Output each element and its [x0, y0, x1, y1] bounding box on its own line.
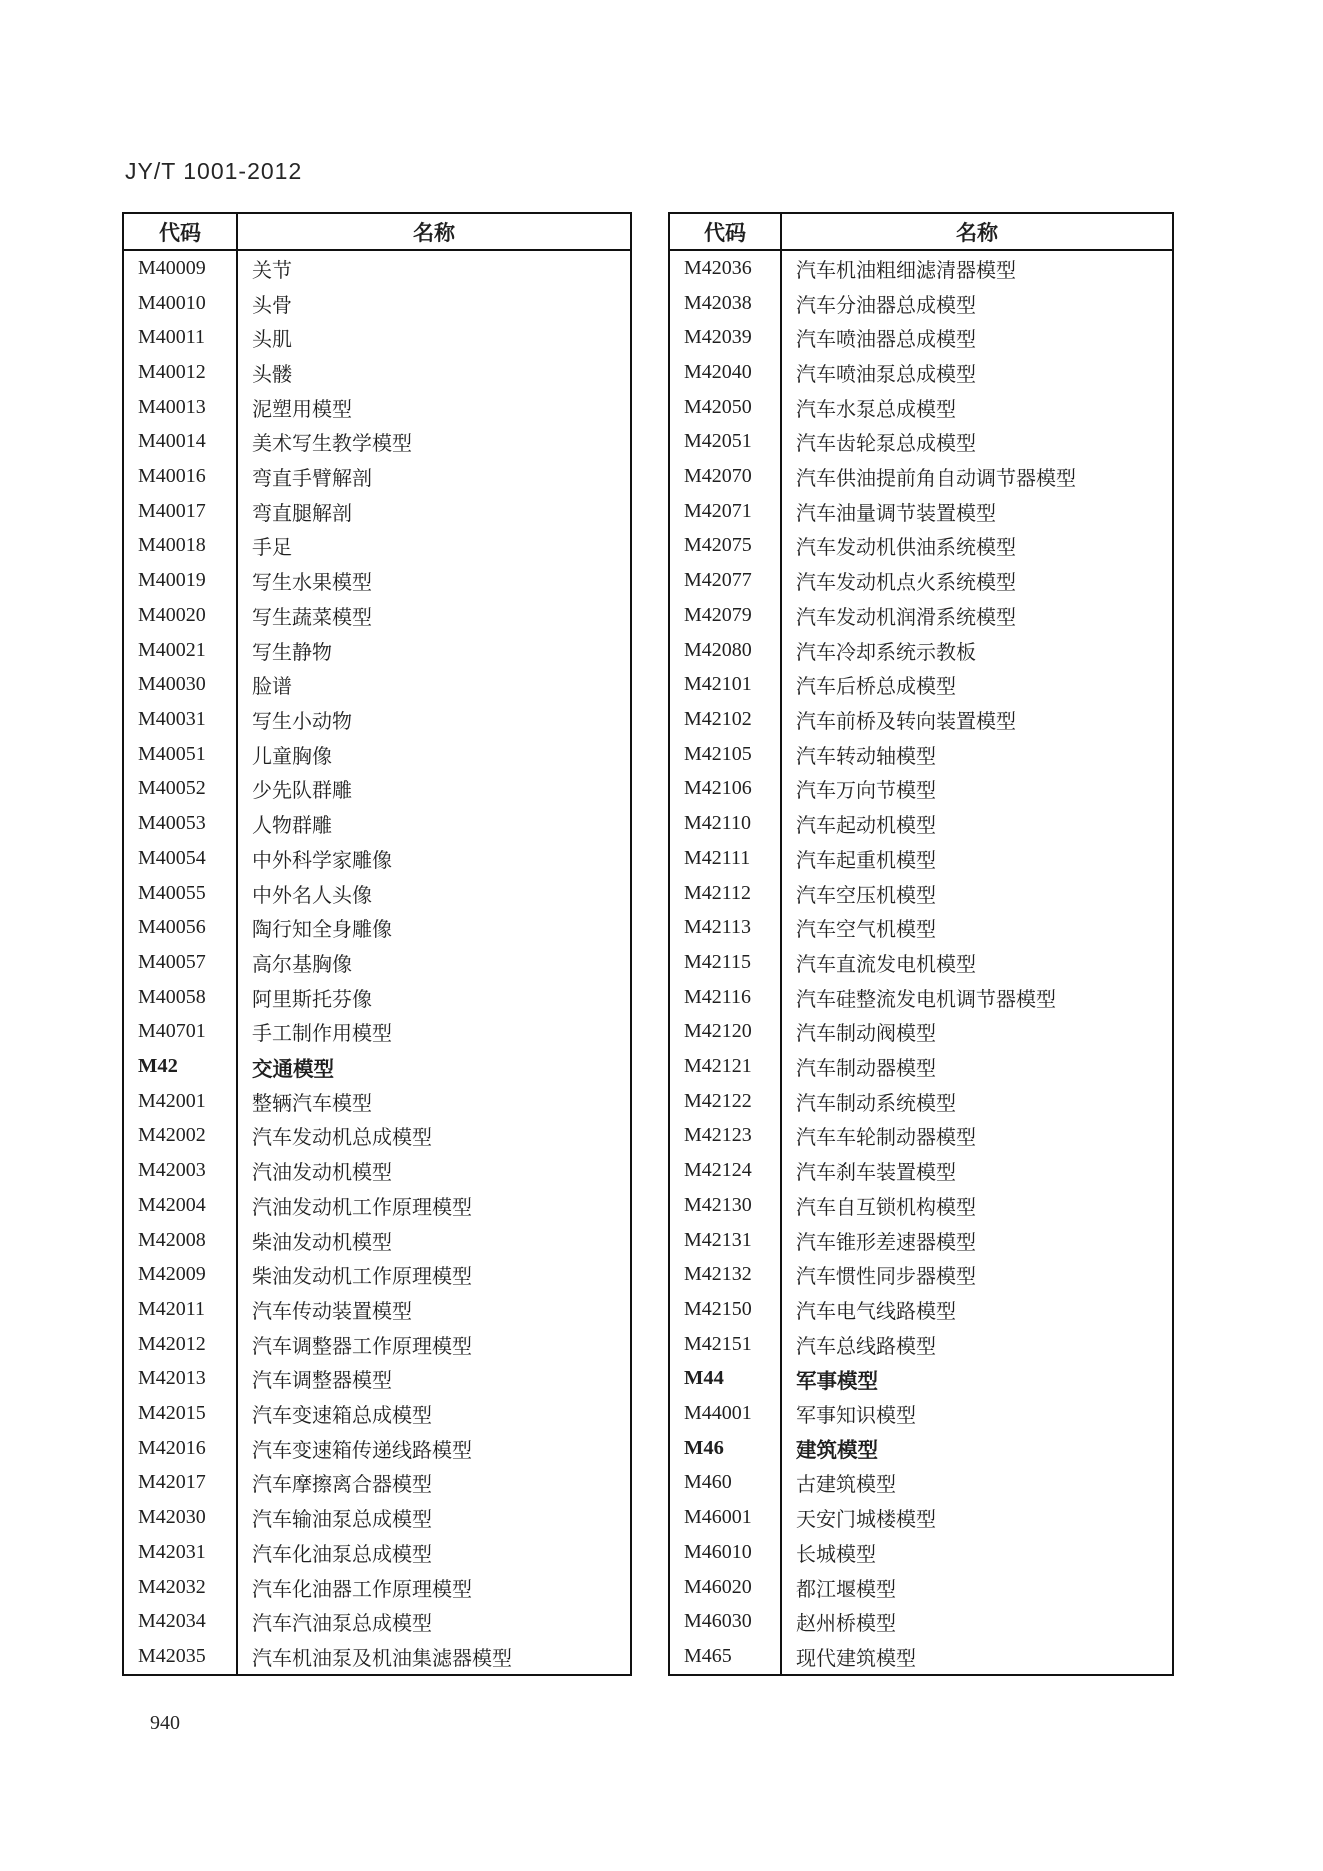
name-cell: 汽车转动轴模型: [796, 745, 936, 768]
name-cell: 汽车油量调节装置模型: [796, 502, 996, 525]
code-cell: M40016: [124, 459, 238, 494]
name-cell: 弯直手臂解剖: [252, 468, 372, 491]
table-row: [670, 1014, 1172, 1049]
table-row: [124, 1639, 630, 1674]
code-cell: M46020: [670, 1570, 782, 1605]
table-row: [670, 598, 1172, 633]
code-cell: M42008: [124, 1223, 238, 1258]
code-cell: M44001: [670, 1396, 782, 1431]
name-cell: 弯直腿解剖: [252, 502, 352, 525]
name-cell: 汽车后桥总成模型: [796, 676, 956, 699]
code-cell: M40057: [124, 945, 238, 980]
name-cell: 汽车万向节模型: [796, 780, 936, 803]
table-row: [670, 251, 1172, 286]
name-cell: 头骨: [252, 294, 292, 317]
table-row: [124, 1188, 630, 1223]
table-row: [670, 286, 1172, 321]
name-cell: 汽车输油泵总成模型: [252, 1509, 432, 1532]
code-cell: M42116: [670, 980, 782, 1015]
name-cell: 汽车汽油泵总成模型: [252, 1613, 432, 1636]
code-cell: M42112: [670, 876, 782, 911]
code-cell: M42036: [670, 251, 782, 286]
table-row: [124, 529, 630, 564]
name-cell: 汽车前桥及转向装置模型: [796, 710, 1016, 733]
code-cell: M40017: [124, 494, 238, 529]
code-cell: M40055: [124, 876, 238, 911]
name-cell: 汽车总线路模型: [796, 1335, 936, 1358]
table-row: [670, 1327, 1172, 1362]
table-row: [124, 1362, 630, 1397]
code-cell: M42034: [124, 1604, 238, 1639]
code-cell: M40013: [124, 390, 238, 425]
code-cell: M40014: [124, 425, 238, 460]
name-cell: 汽车调整器工作原理模型: [252, 1335, 472, 1358]
table-row: [670, 945, 1172, 980]
table-row: [670, 633, 1172, 668]
name-cell: 汽车化油器工作原理模型: [252, 1578, 472, 1601]
code-cell: M42106: [670, 772, 782, 807]
table-row: [124, 841, 630, 876]
table-row: [670, 1431, 1172, 1466]
code-cell: M40019: [124, 563, 238, 598]
code-cell: M40021: [124, 633, 238, 668]
table-row: [670, 806, 1172, 841]
name-cell: 汽车冷却系统示教板: [796, 641, 976, 664]
code-cell: M46030: [670, 1604, 782, 1639]
column-header-code: 代码: [124, 214, 238, 249]
code-cell: M42151: [670, 1327, 782, 1362]
code-cell: M42015: [124, 1396, 238, 1431]
table-row: [124, 1535, 630, 1570]
code-cell: M42032: [124, 1570, 238, 1605]
table-row: [670, 1535, 1172, 1570]
table-row: [124, 980, 630, 1015]
code-cell: M42016: [124, 1431, 238, 1466]
table-row: [124, 286, 630, 321]
code-cell: M42003: [124, 1153, 238, 1188]
name-cell: 陶行知全身雕像: [252, 919, 392, 942]
table-row: [124, 1119, 630, 1154]
name-cell: 汽车车轮制动器模型: [796, 1127, 976, 1150]
name-cell: 汽车起重机模型: [796, 849, 936, 872]
name-cell: 柴油发动机工作原理模型: [252, 1266, 472, 1289]
name-cell: 汽车硅整流发电机调节器模型: [796, 988, 1056, 1011]
name-cell: 汽车起动机模型: [796, 815, 936, 838]
code-cell: M42113: [670, 910, 782, 945]
table-row: [124, 598, 630, 633]
name-cell: 汽车发动机总成模型: [252, 1127, 432, 1150]
code-table-right: [668, 212, 1174, 1676]
code-cell: M42031: [124, 1535, 238, 1570]
table-header-row: [124, 214, 630, 251]
name-cell: 美术写生教学模型: [252, 433, 412, 456]
code-cell: M42111: [670, 841, 782, 876]
code-cell: M42004: [124, 1188, 238, 1223]
name-cell: 汽车机油泵及机油集滤器模型: [252, 1647, 512, 1670]
code-cell: M46001: [670, 1500, 782, 1535]
code-cell: M42035: [124, 1639, 238, 1674]
table-row: [670, 1292, 1172, 1327]
code-cell: M42075: [670, 529, 782, 564]
code-cell: M40054: [124, 841, 238, 876]
name-cell: 汽车水泵总成模型: [796, 398, 956, 421]
table-row: [670, 425, 1172, 460]
name-cell: 汽车发动机润滑系统模型: [796, 606, 1016, 629]
table-row: [670, 1500, 1172, 1535]
name-cell: 汽车制动阀模型: [796, 1023, 936, 1046]
table-row: [124, 876, 630, 911]
table-row: [124, 1327, 630, 1362]
name-cell: 整辆汽车模型: [252, 1092, 372, 1115]
name-cell: 手足: [252, 537, 292, 560]
code-cell: M42011: [124, 1292, 238, 1327]
table-row: [670, 1604, 1172, 1639]
table-row: [124, 737, 630, 772]
code-cell: M42038: [670, 286, 782, 321]
name-cell: 中外科学家雕像: [252, 849, 392, 872]
code-cell: M40031: [124, 702, 238, 737]
code-cell: M40053: [124, 806, 238, 841]
table-row: [124, 320, 630, 355]
table-row: [124, 702, 630, 737]
name-cell: 交通模型: [252, 1058, 334, 1081]
name-cell: 军事模型: [796, 1370, 878, 1393]
code-cell: M42150: [670, 1292, 782, 1327]
table-row: [670, 1257, 1172, 1292]
code-cell: M42077: [670, 563, 782, 598]
table-row: [670, 1396, 1172, 1431]
code-cell: M46: [670, 1431, 782, 1466]
code-cell: M40052: [124, 772, 238, 807]
name-cell: 泥塑用模型: [252, 398, 352, 421]
code-cell: M42105: [670, 737, 782, 772]
code-cell: M42017: [124, 1466, 238, 1501]
code-cell: M42009: [124, 1257, 238, 1292]
table-row: [670, 980, 1172, 1015]
code-cell: M42080: [670, 633, 782, 668]
name-cell: 写生蔬菜模型: [252, 606, 372, 629]
code-cell: M42050: [670, 390, 782, 425]
name-cell: 现代建筑模型: [796, 1647, 916, 1670]
name-cell: 长城模型: [796, 1543, 876, 1566]
code-cell: M40701: [124, 1014, 238, 1049]
table-row: [124, 772, 630, 807]
table-row: [124, 806, 630, 841]
table-row: [670, 1153, 1172, 1188]
table-row: [670, 494, 1172, 529]
table-row: [124, 667, 630, 702]
name-cell: 写生小动物: [252, 710, 352, 733]
name-cell: 汽车喷油器总成模型: [796, 329, 976, 352]
name-cell: 汽车化油泵总成模型: [252, 1543, 432, 1566]
table-row: [124, 1153, 630, 1188]
table-row: [670, 390, 1172, 425]
name-cell: 汽车空压机模型: [796, 884, 936, 907]
table-row: [124, 1049, 630, 1084]
table-row: [670, 1049, 1172, 1084]
code-cell: M40058: [124, 980, 238, 1015]
code-cell: M40051: [124, 737, 238, 772]
code-cell: M42132: [670, 1257, 782, 1292]
name-cell: 少先队群雕: [252, 780, 352, 803]
table-row: [670, 1084, 1172, 1119]
name-cell: 汽车刹车装置模型: [796, 1162, 956, 1185]
table-row: [670, 702, 1172, 737]
name-cell: 天安门城楼模型: [796, 1509, 936, 1532]
name-cell: 古建筑模型: [796, 1474, 896, 1497]
code-cell: M42051: [670, 425, 782, 460]
name-cell: 军事知识模型: [796, 1405, 916, 1428]
table-row: [124, 459, 630, 494]
table-row: [124, 1292, 630, 1327]
code-cell: M42071: [670, 494, 782, 529]
name-cell: 中外名人头像: [252, 884, 372, 907]
table-row: [670, 737, 1172, 772]
code-cell: M42102: [670, 702, 782, 737]
code-cell: M42123: [670, 1119, 782, 1154]
code-cell: M40018: [124, 529, 238, 564]
table-row: [670, 841, 1172, 876]
code-cell: M40020: [124, 598, 238, 633]
code-cell: M42115: [670, 945, 782, 980]
code-cell: M42131: [670, 1223, 782, 1258]
table-row: [670, 1570, 1172, 1605]
table-row: [124, 1604, 630, 1639]
table-row: [124, 1223, 630, 1258]
name-cell: 汽车传动装置模型: [252, 1300, 412, 1323]
name-cell: 建筑模型: [796, 1440, 878, 1463]
name-cell: 汽车调整器模型: [252, 1370, 392, 1393]
name-cell: 汽车电气线路模型: [796, 1300, 956, 1323]
name-cell: 儿童胸像: [252, 745, 332, 768]
name-cell: 汽车变速箱传递线路模型: [252, 1439, 472, 1462]
name-cell: 汽车发动机点火系统模型: [796, 572, 1016, 595]
name-cell: 汽车变速箱总成模型: [252, 1405, 432, 1428]
name-cell: 头肌: [252, 329, 292, 352]
table-row: [670, 910, 1172, 945]
name-cell: 汽车摩擦离合器模型: [252, 1474, 432, 1497]
name-cell: 汽车自互锁机构模型: [796, 1196, 976, 1219]
table-row: [670, 355, 1172, 390]
name-cell: 汽车直流发电机模型: [796, 953, 976, 976]
table-body: [124, 251, 630, 1674]
name-cell: 汽车机油粗细滤清器模型: [796, 259, 1016, 282]
doc-standard-code: JY/T 1001-2012: [125, 158, 303, 184]
name-cell: 汽车发动机供油系统模型: [796, 537, 1016, 560]
code-table-left: [122, 212, 632, 1676]
code-cell: M42110: [670, 806, 782, 841]
column-header-name: 名称: [956, 220, 998, 245]
code-cell: M42013: [124, 1362, 238, 1397]
name-cell: 高尔基胸像: [252, 953, 352, 976]
name-cell: 头髅: [252, 363, 292, 386]
code-cell: M42130: [670, 1188, 782, 1223]
table-row: [124, 390, 630, 425]
name-cell: 汽车喷油泵总成模型: [796, 363, 976, 386]
table-row: [670, 667, 1172, 702]
code-cell: M42079: [670, 598, 782, 633]
code-cell: M42002: [124, 1119, 238, 1154]
code-cell: M42030: [124, 1500, 238, 1535]
table-row: [124, 355, 630, 390]
code-cell: M42121: [670, 1049, 782, 1084]
name-cell: 汽车空气机模型: [796, 919, 936, 942]
table-header-row: [670, 214, 1172, 251]
name-cell: 汽车分油器总成模型: [796, 294, 976, 317]
column-header-name: 名称: [413, 220, 455, 245]
code-cell: M465: [670, 1639, 782, 1674]
code-cell: M42039: [670, 320, 782, 355]
table-row: [124, 945, 630, 980]
table-row: [124, 1014, 630, 1049]
name-cell: 柴油发动机模型: [252, 1231, 392, 1254]
name-cell: 阿里斯托芬像: [252, 988, 372, 1011]
name-cell: 人物群雕: [252, 815, 332, 838]
name-cell: 汽车锥形差速器模型: [796, 1231, 976, 1254]
code-cell: M42012: [124, 1327, 238, 1362]
table-row: [124, 563, 630, 598]
name-cell: 赵州桥模型: [796, 1613, 896, 1636]
table-row: [670, 320, 1172, 355]
name-cell: 关节: [252, 259, 292, 282]
code-cell: M42: [124, 1049, 238, 1084]
code-cell: M40011: [124, 320, 238, 355]
name-cell: 汽车齿轮泵总成模型: [796, 433, 976, 456]
name-cell: 汽油发动机工作原理模型: [252, 1196, 472, 1219]
table-body: [670, 251, 1172, 1674]
code-cell: M42120: [670, 1014, 782, 1049]
code-cell: M40012: [124, 355, 238, 390]
table-row: [670, 772, 1172, 807]
name-cell: 汽油发动机模型: [252, 1162, 392, 1185]
name-cell: 汽车供油提前角自动调节器模型: [796, 468, 1076, 491]
code-cell: M42001: [124, 1084, 238, 1119]
table-row: [124, 251, 630, 286]
code-cell: M42122: [670, 1084, 782, 1119]
table-row: [670, 1362, 1172, 1397]
table-row: [670, 529, 1172, 564]
name-cell: 汽车制动系统模型: [796, 1092, 956, 1115]
code-cell: M40056: [124, 910, 238, 945]
table-row: [670, 876, 1172, 911]
table-row: [670, 459, 1172, 494]
code-cell: M42101: [670, 667, 782, 702]
name-cell: 汽车制动器模型: [796, 1058, 936, 1081]
table-row: [670, 1119, 1172, 1154]
table-row: [124, 425, 630, 460]
table-row: [124, 1500, 630, 1535]
name-cell: 脸谱: [252, 676, 292, 699]
table-row: [124, 910, 630, 945]
table-row: [124, 1396, 630, 1431]
code-cell: M40010: [124, 286, 238, 321]
code-cell: M40030: [124, 667, 238, 702]
table-row: [670, 1639, 1172, 1674]
table-row: [124, 633, 630, 668]
name-cell: 都江堰模型: [796, 1578, 896, 1601]
table-row: [670, 1188, 1172, 1223]
name-cell: 写生水果模型: [252, 572, 372, 595]
table-row: [670, 563, 1172, 598]
code-cell: M46010: [670, 1535, 782, 1570]
table-row: [670, 1223, 1172, 1258]
table-row: [124, 494, 630, 529]
table-row: [124, 1466, 630, 1501]
column-header-code: 代码: [670, 214, 782, 249]
code-cell: M44: [670, 1362, 782, 1397]
table-row: [124, 1570, 630, 1605]
table-row: [124, 1431, 630, 1466]
table-row: [124, 1257, 630, 1292]
code-cell: M40009: [124, 251, 238, 286]
page-number: 940: [150, 1712, 180, 1734]
code-cell: M460: [670, 1466, 782, 1501]
name-cell: 手工制作用模型: [252, 1023, 392, 1046]
code-cell: M42124: [670, 1153, 782, 1188]
name-cell: 汽车惯性同步器模型: [796, 1266, 976, 1289]
table-row: [670, 1466, 1172, 1501]
name-cell: 写生静物: [252, 641, 332, 664]
code-cell: M42040: [670, 355, 782, 390]
table-row: [124, 1084, 630, 1119]
code-cell: M42070: [670, 459, 782, 494]
